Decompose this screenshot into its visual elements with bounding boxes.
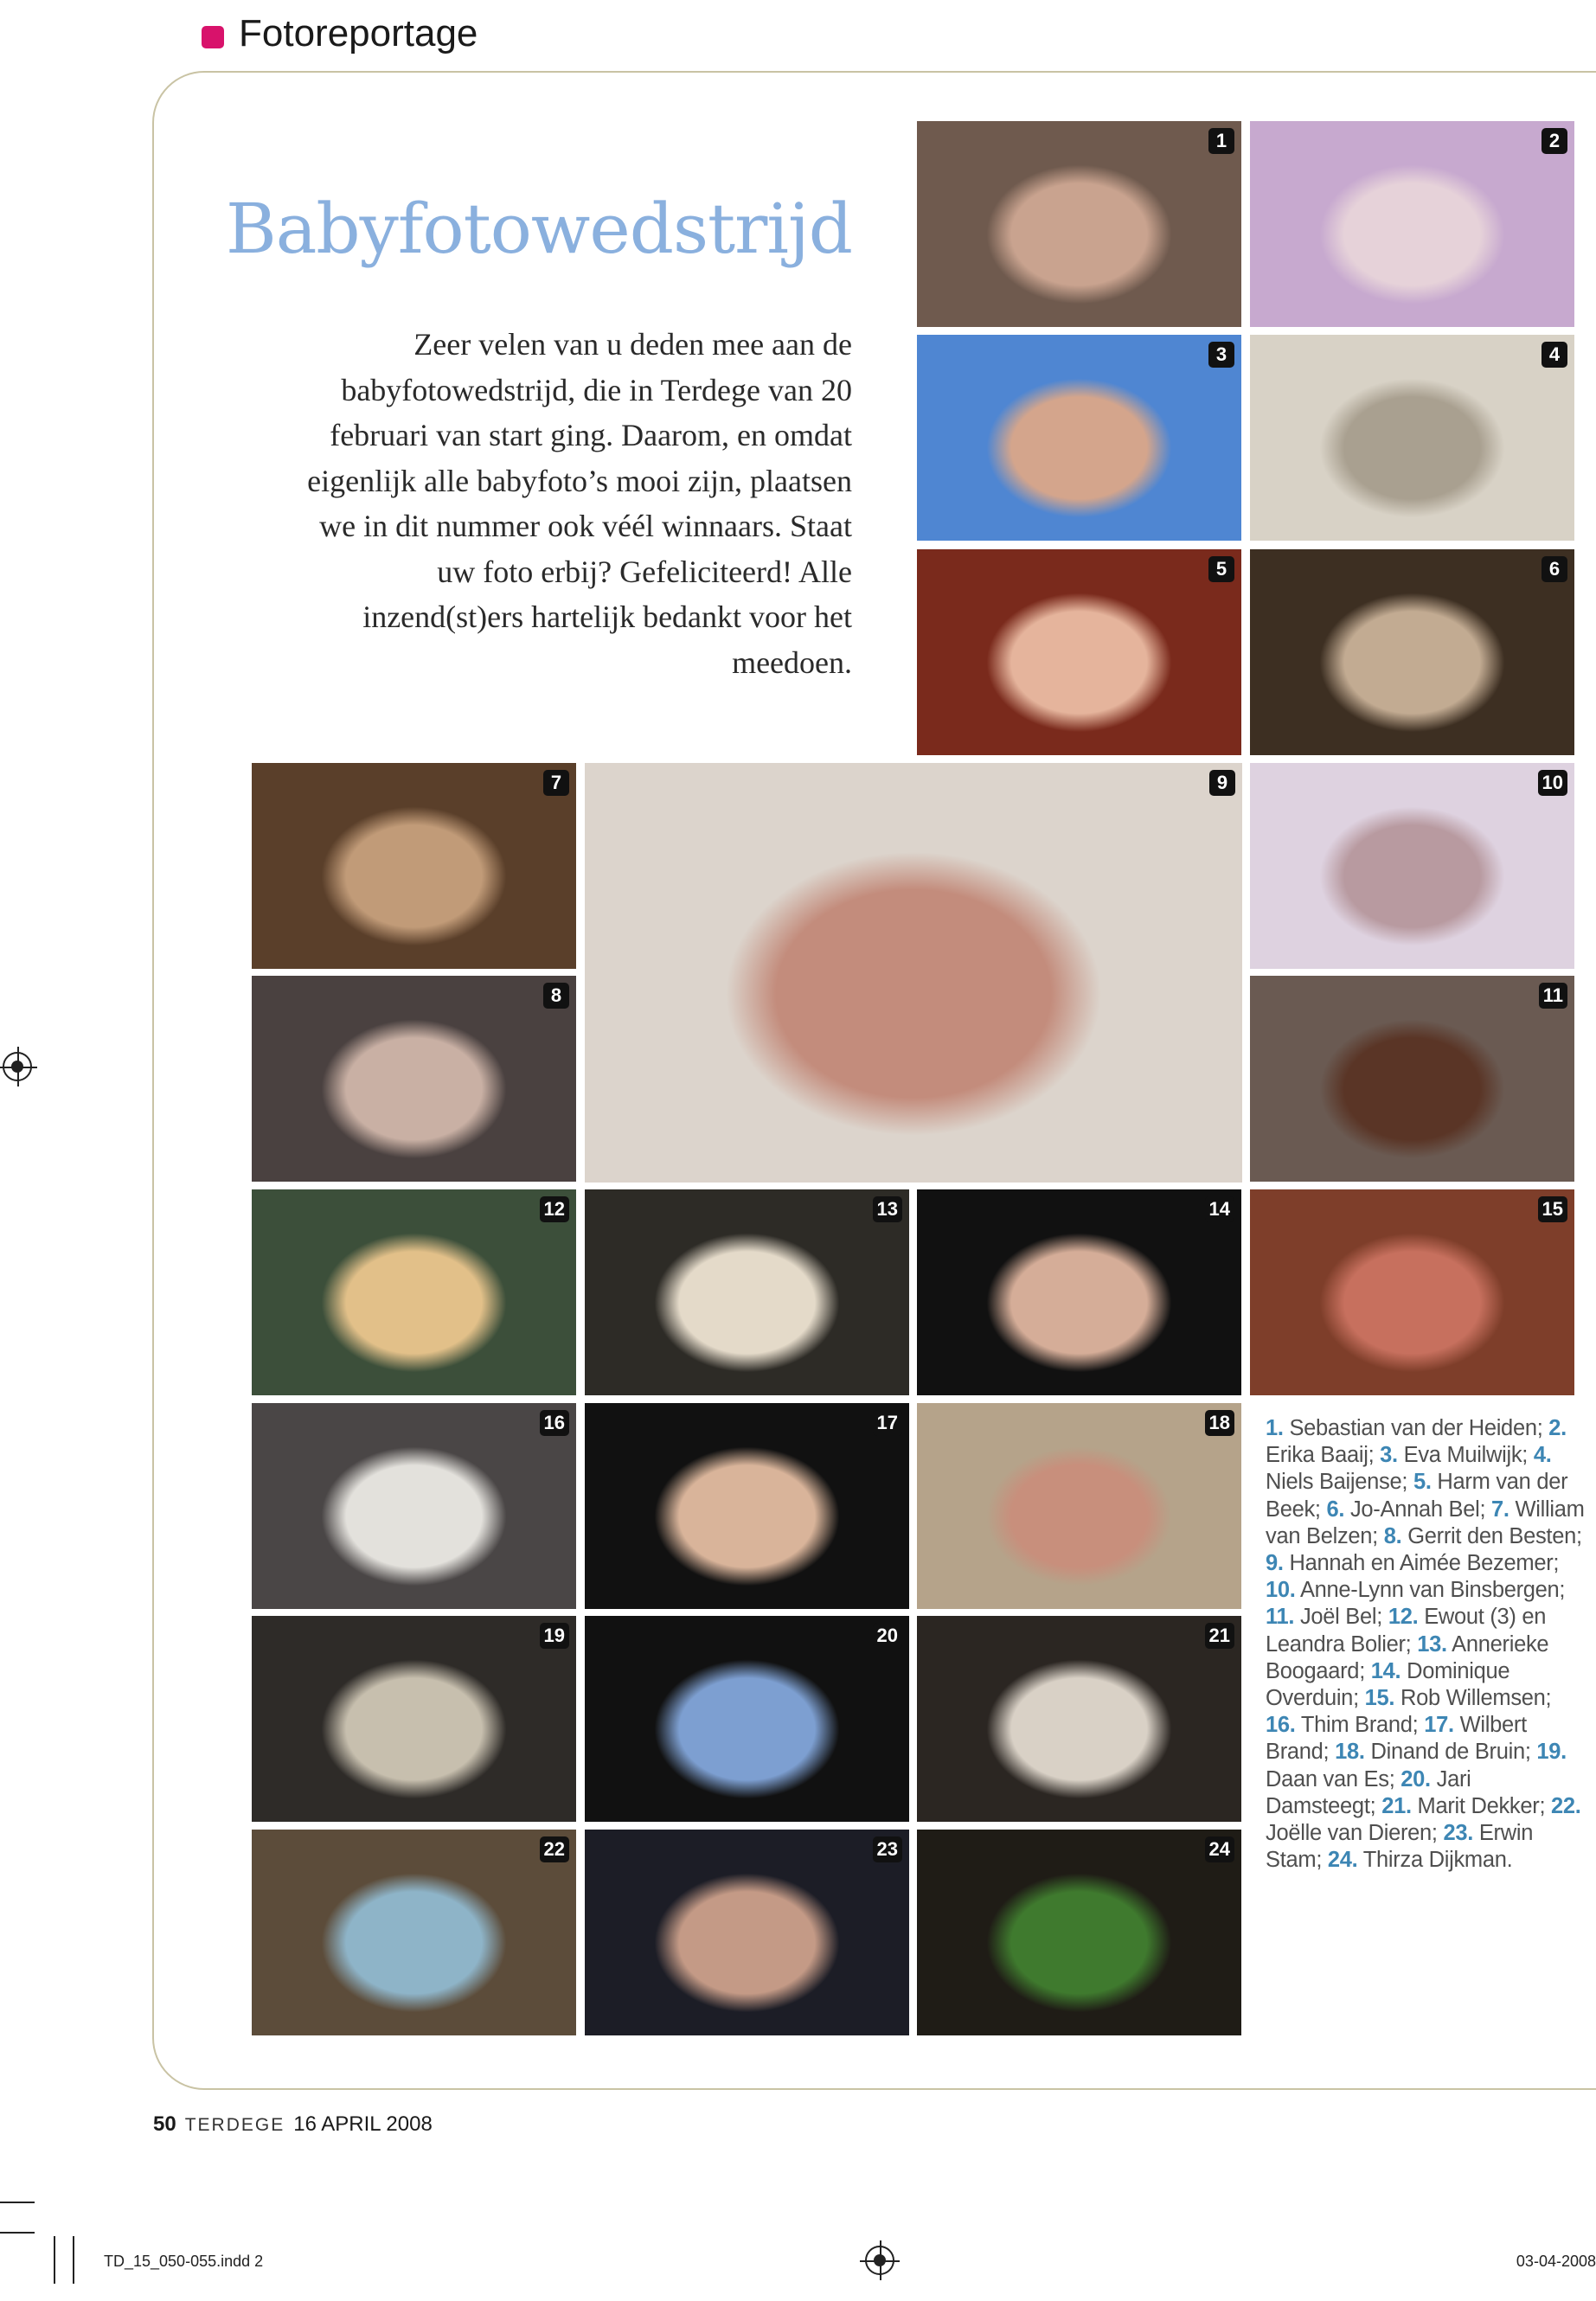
photo-14 (917, 1189, 1241, 1395)
photo-7 (252, 763, 576, 969)
photo-21 (917, 1616, 1241, 1822)
photo-10 (1250, 763, 1574, 969)
page-number: 50 (153, 2112, 176, 2136)
caption-number: 16. (1266, 1713, 1296, 1738)
caption-number: 15. (1364, 1686, 1395, 1711)
photo-number-badge: 8 (543, 983, 569, 1009)
caption-number: 11. (1266, 1605, 1295, 1630)
caption-number: 22. (1551, 1793, 1581, 1818)
caption-name: Erwin Stam; (1266, 1821, 1534, 1873)
caption-number: 9. (1266, 1551, 1284, 1576)
photo-number-badge: 17 (873, 1410, 902, 1436)
caption-name: Sebastian van der Heiden; (1283, 1416, 1549, 1440)
caption-name: Eva Muilwijk; (1397, 1443, 1534, 1468)
caption-number: 23. (1443, 1821, 1474, 1846)
caption-number: 13. (1417, 1631, 1447, 1657)
caption-number: 20. (1401, 1766, 1431, 1791)
caption-name: Marit Dekker; (1411, 1793, 1552, 1818)
caption-number: 21. (1381, 1793, 1412, 1818)
crop-mark (73, 2236, 74, 2284)
caption-number: 5. (1413, 1470, 1432, 1495)
caption-name: Wilbert Brand; (1266, 1713, 1527, 1765)
photo-number-badge: 11 (1539, 983, 1567, 1009)
photo-6 (1250, 549, 1574, 755)
section-marker-icon (202, 26, 224, 48)
photo-number-badge: 1 (1208, 128, 1234, 154)
caption-name: Jari Damsteegt; (1266, 1766, 1471, 1818)
article-intro: Zeer velen van u deden mee aan de babyfotowedstrijd, die in Terdege van 20 februari van start ging. Daarom, en omdat eigenlijk alle babyfoto’s mooi zijn, plaatsen we in dit nummer ook véél winnaars. Staat uw foto erbij? Gefeliciteerd! Alle inzend(st)ers hartelijk bedankt voor het meedoen. (307, 327, 852, 680)
photo-2 (1250, 121, 1574, 327)
caption-name: Daan van Es; (1266, 1766, 1401, 1791)
caption-number: 10. (1266, 1578, 1296, 1603)
caption-number: 3. (1380, 1443, 1398, 1468)
caption-name: Anne-Lynn van Binsbergen; (1295, 1578, 1566, 1603)
photo-number-badge: 22 (540, 1836, 569, 1862)
photo-23 (585, 1830, 909, 2035)
photo-number-badge: 19 (540, 1623, 569, 1649)
photo-number-badge: 2 (1542, 128, 1567, 154)
caption-number: 4. (1533, 1443, 1552, 1468)
caption-number: 18. (1335, 1740, 1365, 1765)
photo-24 (917, 1830, 1241, 2035)
caption-name: Ewout (3) en Leandra Bolier; (1266, 1605, 1547, 1657)
photo-number-badge: 23 (873, 1836, 902, 1862)
photo-number-badge: 20 (873, 1623, 902, 1649)
caption-number: 14. (1370, 1658, 1401, 1683)
photo-number-badge: 9 (1209, 770, 1235, 796)
photo-number-badge: 16 (540, 1410, 569, 1436)
registration-mark-icon (3, 1052, 32, 1081)
caption-name: Joël Bel; (1294, 1605, 1388, 1630)
caption-name: Annerieke Boogaard; (1266, 1631, 1549, 1683)
photo-captions (1266, 1415, 1586, 1874)
crop-mark (54, 2236, 55, 2284)
photo-19 (252, 1616, 576, 1822)
photo-22 (252, 1830, 576, 2035)
caption-number: 24. (1327, 1848, 1358, 1873)
caption-number: 12. (1388, 1605, 1419, 1630)
photo-4 (1250, 335, 1574, 541)
photo-number-badge: 6 (1542, 556, 1567, 582)
photo-number-badge: 18 (1205, 1410, 1234, 1436)
photo-13 (585, 1189, 909, 1395)
caption-number: 2. (1548, 1416, 1567, 1440)
caption-name: Thim Brand; (1295, 1713, 1425, 1738)
issue-date: 16 APRIL 2008 (293, 2112, 433, 2136)
caption-name: Hannah en Aimée Bezemer; (1283, 1551, 1560, 1576)
photo-18 (917, 1403, 1241, 1609)
photo-number-badge: 21 (1205, 1623, 1234, 1649)
crop-mark (0, 2202, 35, 2203)
registration-mark-icon (865, 2246, 894, 2275)
photo-number-badge: 14 (1205, 1196, 1234, 1222)
caption-name: Jo-Annah Bel; (1344, 1497, 1492, 1522)
caption-name: William van Belzen; (1266, 1497, 1585, 1548)
caption-number: 19. (1536, 1740, 1567, 1765)
photo-3 (917, 335, 1241, 541)
caption-name: Harm van der Beek; (1266, 1470, 1568, 1522)
photo-17 (585, 1403, 909, 1609)
crop-mark (0, 2232, 35, 2234)
photo-12 (252, 1189, 576, 1395)
photo-number-badge: 24 (1205, 1836, 1234, 1862)
photo-number-badge: 13 (873, 1196, 902, 1222)
photo-20 (585, 1616, 909, 1822)
photo-9 (585, 763, 1242, 1183)
photo-5 (917, 549, 1241, 755)
slug-date: 03-04-2008 (1516, 2253, 1596, 2270)
caption-number: 8. (1383, 1523, 1402, 1548)
photo-number-badge: 5 (1208, 556, 1234, 582)
slug-filename: TD_15_050-055.indd 2 (104, 2253, 264, 2270)
caption-name: Dominique Overduin; (1266, 1658, 1510, 1711)
caption-number: 6. (1326, 1497, 1345, 1522)
photo-8 (252, 976, 576, 1182)
photo-number-badge: 12 (540, 1196, 569, 1222)
magazine-name: TERDEGE (184, 2115, 285, 2135)
photo-number-badge: 4 (1542, 342, 1567, 368)
photo-11 (1250, 976, 1574, 1182)
page-footer (153, 2112, 433, 2137)
section-title: Fotoreportage (239, 12, 478, 54)
caption-name: Rob Willemsen; (1394, 1686, 1552, 1711)
photo-number-badge: 10 (1538, 770, 1567, 796)
photo-15 (1250, 1189, 1574, 1395)
caption-number: 1. (1266, 1416, 1284, 1440)
caption-name: Erika Baaij; (1266, 1443, 1381, 1468)
caption-name: Niels Baijense; (1266, 1470, 1413, 1495)
article-title: Babyfotowedstrijd (225, 189, 852, 269)
caption-number: 7. (1491, 1497, 1509, 1522)
photo-1 (917, 121, 1241, 327)
caption-name: Gerrit den Besten; (1401, 1523, 1582, 1548)
caption-name: Thirza Dijkman. (1357, 1848, 1513, 1873)
caption-number: 17. (1424, 1713, 1454, 1738)
photo-16 (252, 1403, 576, 1609)
photo-number-badge: 3 (1208, 342, 1234, 368)
photo-number-badge: 7 (543, 770, 569, 796)
caption-name: Joëlle van Dieren; (1266, 1821, 1444, 1846)
caption-name: Dinand de Bruin; (1364, 1740, 1537, 1765)
photo-number-badge: 15 (1538, 1196, 1567, 1222)
